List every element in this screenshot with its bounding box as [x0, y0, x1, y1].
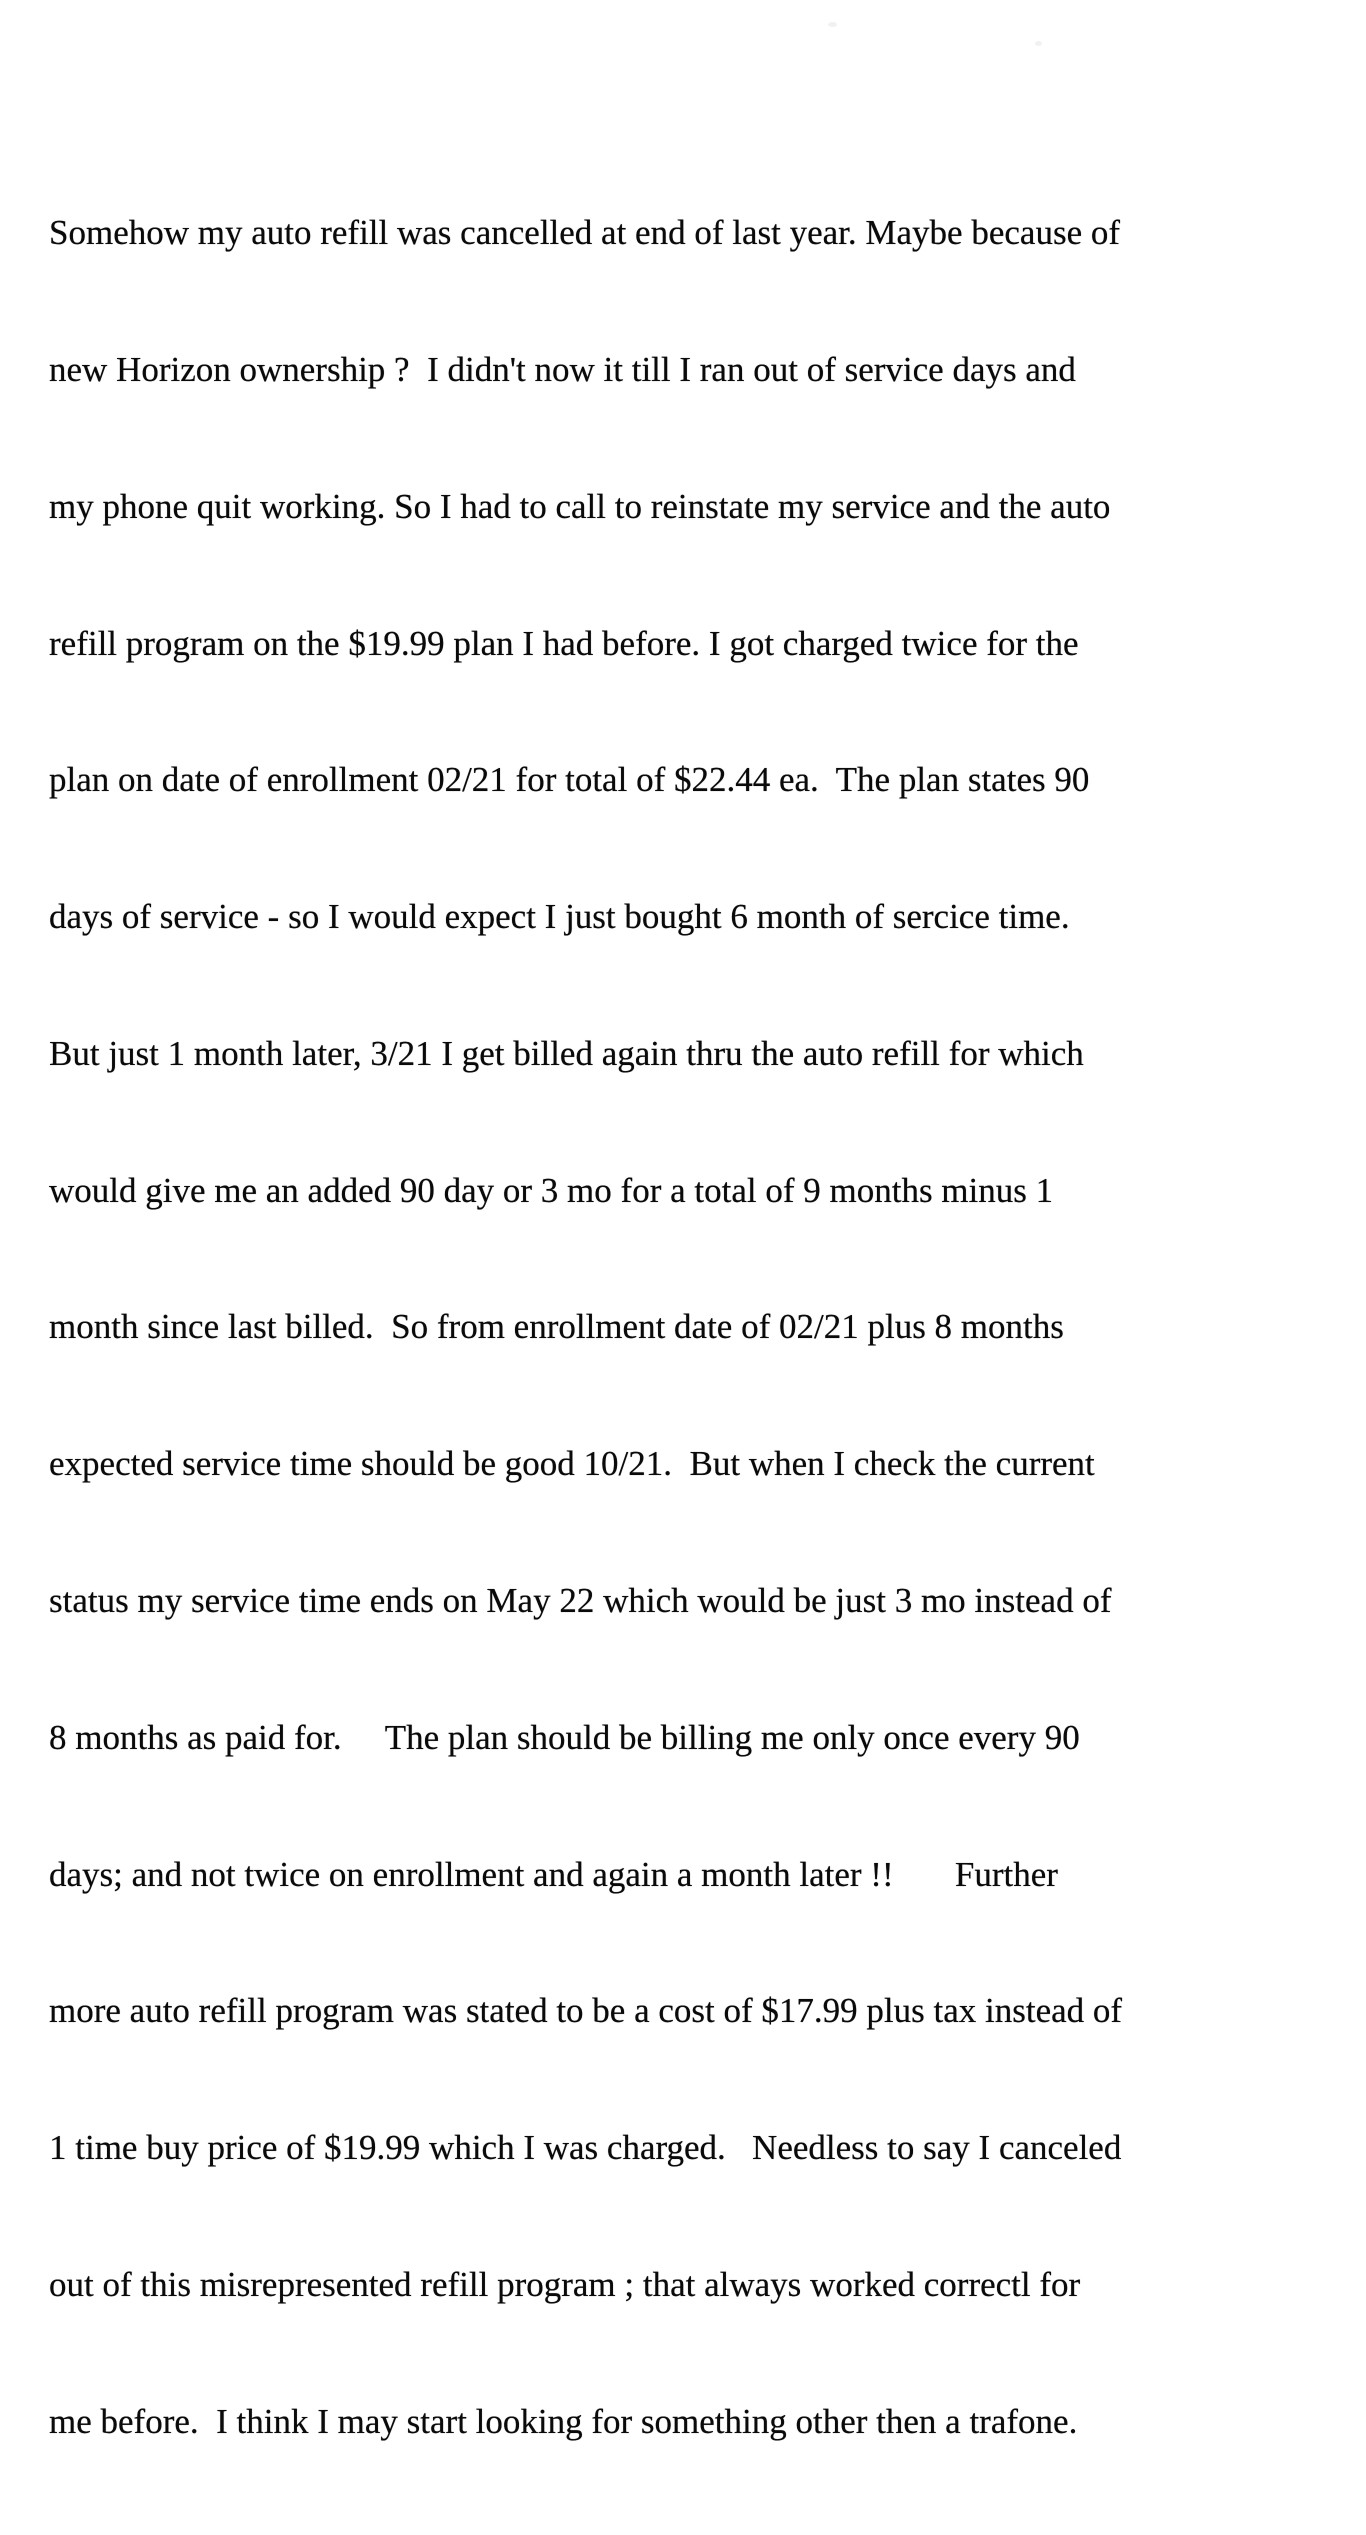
text-line: refill program on the $19.99 plan I had before. I got charged twice for the	[49, 623, 1079, 663]
text-line: more auto refill program was stated to be a cost of $17.99 plus tax instead of	[49, 1991, 1123, 2031]
text-line: new Horizon ownership ? I didn't now it till I ran out of service days and	[49, 349, 1076, 389]
text-line: days; and not twice on enrollment and again a month later !! Further	[49, 1854, 1058, 1894]
text-line: expected service time should be good 10/21. But when I check the current	[49, 1444, 1095, 1484]
text-line: me before. I think I may start looking for something other then a trafone.	[49, 2401, 1078, 2441]
scan-artifact	[828, 22, 837, 27]
text-line: out of this misrepresented refill program ; that always worked correctl for	[49, 2264, 1081, 2304]
text-line: my phone quit working. So I had to call to reinstate my service and the auto	[49, 486, 1111, 526]
text-line: But just 1 month later, 3/21 I get billed again thru the auto refill for which	[49, 1033, 1084, 1073]
text-line: month since last billed. So from enrollment date of 02/21 plus 8 months	[49, 1307, 1064, 1347]
text-line: days of service - so I would expect I just bought 6 month of sercice time.	[49, 897, 1070, 937]
text-line: 1 time buy price of $19.99 which I was charged. Needless to say I canceled	[49, 2128, 1122, 2168]
letter-text-block	[49, 119, 1309, 2535]
text-line: would give me an added 90 day or 3 mo for a total of 9 months minus 1	[49, 1170, 1054, 1210]
text-line: 8 months as paid for. The plan should be billing me only once every 90	[49, 1717, 1080, 1757]
text-line: status my service time ends on May 22 which would be just 3 mo instead of	[49, 1581, 1112, 1620]
text-line: plan on date of enrollment 02/21 for total of $22.44 ea. The plan states 90	[49, 760, 1090, 800]
text-line: Somehow my auto refill was cancelled at end of last year. Maybe because of	[49, 213, 1121, 253]
scan-artifact	[1035, 41, 1042, 46]
